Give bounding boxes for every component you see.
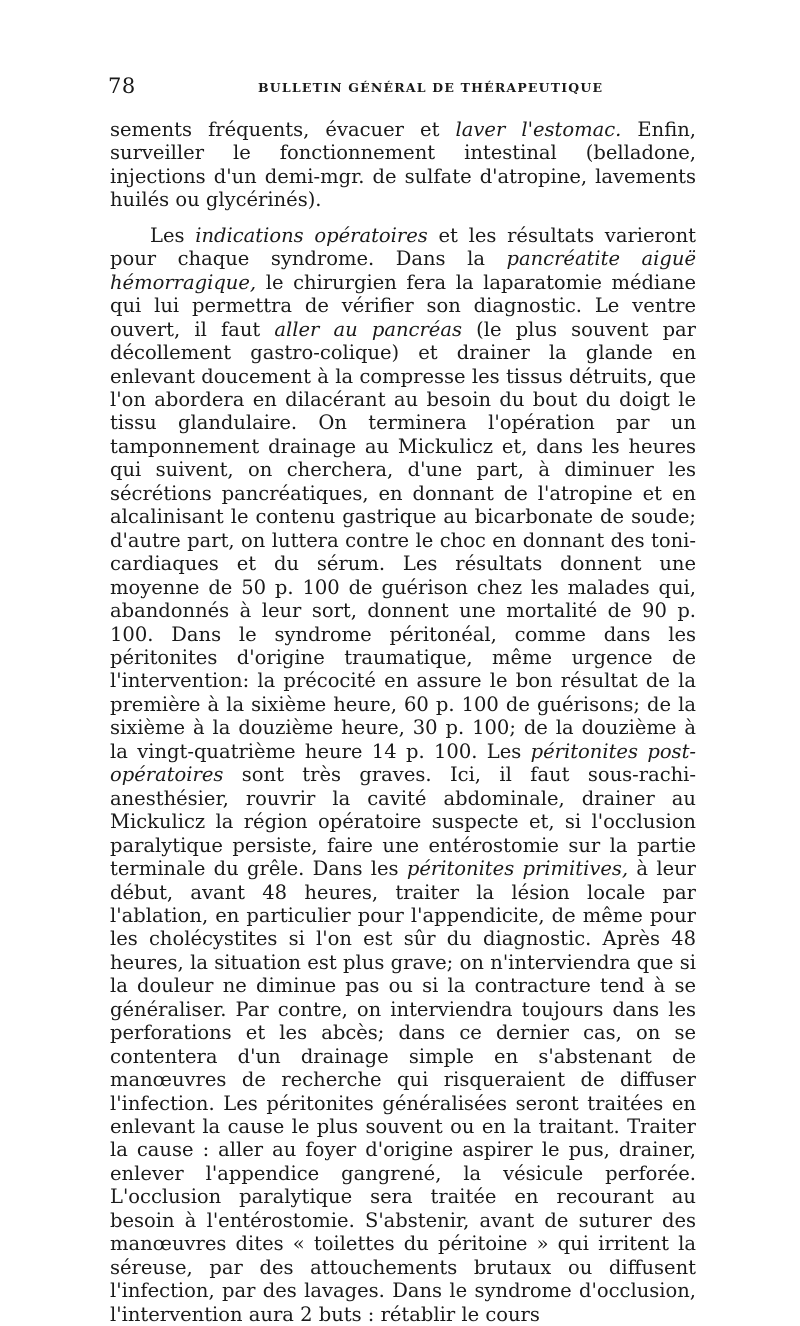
p1-text-1: sements fréquents, évacuer et (110, 118, 456, 141)
body-text (110, 118, 696, 1326)
p2-italic-5: péritonites primitives, (406, 857, 629, 881)
p2-italic-1: indications opératoires (195, 223, 428, 247)
p2-italic-2: pancréatite aiguë hémorragique, (110, 247, 697, 294)
page-number: 78 (108, 74, 136, 98)
p2-text-6: à leur début, avant 48 heures, traiter la lésion locale par l'ablation, en particulier pour l'appendicite, de même pour les cholécystites si l'on est sûr du diagnostic. Après 48 heures, la situation est plus grave; on n'interviendra que si la douleur ne diminue pas ou si la contracture tend à se généraliser. Par contre, on interviendra toujours dans les perforations et les abcès; dans ce dernier cas, on se contentera d'un drainage simple en s'abstenant de manœuvres de recherche qui risqueraient de diffuser l'infection. Les péritonites généralisées seront traitées en enlevant la cause le plus souvent ou en la traitant. Traiter la cause : aller au foyer d'origine aspirer le pus, drainer, enlever l'appendice gangrené, la vésicule perforée. L'occlusion paralytique sera traitée en recourant au besoin à l'entérostomie. S'abstenir, avant de suturer des manœuvres dites « toilettes du péritoine » qui irritent la séreuse, par des attouchements brutaux ou diffusent l'infection, par des lavages. Dans le syndrome d'occlusion, l'intervention aura 2 buts : rétablir le cours (110, 857, 696, 1326)
p2-text-3: le chirurgien fera la laparatomie médiane qui lui permettra de vérifier son diagnostic. Le ventre ouvert, il faut (110, 270, 696, 341)
paragraph-1 (110, 118, 696, 212)
paragraph-2 (110, 224, 696, 1326)
p2-text-4: (le plus souvent par décollement gastro-colique) et drainer la glande en enlevant doucement à la compresse les tissus détruits, que l'on abordera en dilacérant au besoin du bout du doigt le tissu glandulaire. On terminera l'opération par un tamponnement drainage au Mickulicz et, dans les heures qui suivent, on cherchera, d'une part, à diminuer les sécrétions pancréatiques, en donnant de l'atropine et en alcalinisant le contenu gastrique au bicarbonate de soude; d'autre part, on luttera contre le choc en donnant des toni-cardiaques et du sérum. Les résultats donnent une moyenne de 50 p. 100 de guérison chez les malades qui, abandonnés à leur sort, donnent une mortalité de 90 p. 100. Dans le syndrome péritonéal, comme dans les péritonites d'origine traumatique, même urgence de l'intervention: la précocité en assure le bon résultat de la première à la sixième heure, 60 p. 100 de guérisons; de la sixième à la douzième heure, 30 p. 100; de la douzième à la vingt-quatrième heure 14 p. 100. Les (110, 317, 696, 763)
p2-italic-3: aller au pancréas (274, 317, 462, 341)
page-header (108, 74, 698, 100)
p2-text-1: Les (150, 223, 196, 247)
running-title: BULLETIN GÉNÉRAL DE THÉRAPEUTIQUE (258, 80, 604, 95)
p1-italic-1: laver l'estomac. (455, 118, 622, 141)
p2-text-5: sont très graves. Ici, il faut sous-rachi-anesthésier, rouvrir la cavité abdominale, drainer au Mickulicz la région opératoire suspecte et, si l'occlusion paralytique persiste, faire une entérostomie sur la partie terminale du grêle. Dans les (110, 763, 696, 881)
p2-text-2: et les résultats varieront pour chaque syndrome. Dans la (110, 223, 696, 271)
p1-text-2: Enfin, surveiller le fonctionnement intestinal (belladone, injections d'un demi-mgr. de sulfate d'atropine, lavements huilés ou glycérinés). (110, 118, 696, 212)
p2-italic-4: péritonites post-opératoires (110, 739, 696, 787)
